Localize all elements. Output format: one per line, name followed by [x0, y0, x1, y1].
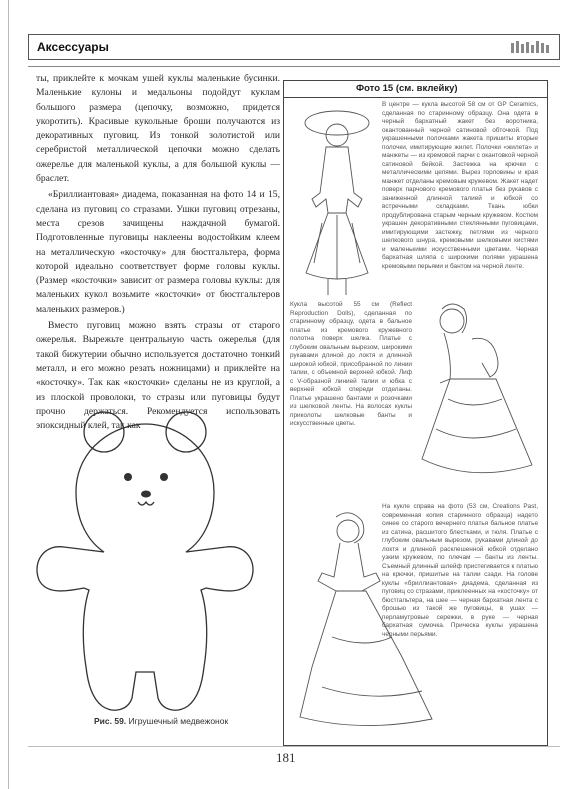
section-title: Аксессуары: [37, 40, 109, 54]
doll-illustration-jacket: [292, 103, 382, 299]
photo-description-left: Кукла высотой 55 см (Reflect Reproduction Dolls), сделанная по старинному образцу, одета в бальное платье из кремового кружевного полотна поверх шелка. Платье с глубоким овальным вырезом, широкими рукавами длиной до локтя и длинной широкой юбкой, присобранной по линии талии, с объемной верхней юбкой. Лиф с V-образной линией талии и юбка с верхней юбкой спереди отделаны. Платье украшено бантами и розочками из шелковой ленты. На волосах куклы приколоты шелковые банты и искусственные цветы.: [290, 301, 412, 427]
figure-caption-text: Игрушечный медвежонок: [128, 716, 229, 726]
main-text-column: [36, 72, 280, 435]
bottom-rule: [28, 746, 560, 747]
teddy-bear-pattern: [36, 402, 274, 722]
logo-ornament-icon: [509, 39, 553, 60]
page-number: 181: [276, 750, 296, 765]
photo-description-center: В центре — кукла высотой 58 см от GP Ceramics, сделанная по старинному образцу. Она одета в черный бархатный жакет без воротника, окантованный черной сатиновой обточкой. Под украшенными полочками жакета пришиты вторые полочки, имитирующие жилет. Полочки «жилета» и манжеты — из кремовой парчи с окантовкой черной сатиновой бейкой. Застежка на крючки с металлическими цепями. Вырез горловины и края манжет отделаны кремовым кружевом. Жакет надет поверх парчового кремового платья без рукавов с заниженной длинной талией и юбкой со встречными складками. Ткань юбки продублирована старым черным кружевом. Костюм украшен декоративными стеклянными пуговицами, имитирующими застежку, петлями из черного шелкового шнура, кремовыми шелковыми кистями и маленькими искусственными цветами. Черная бархатная шляпа с широкими полями украшена кремовыми перьями и бантом на черной ленте.: [382, 101, 538, 270]
paragraph: «Бриллиантовая» диадема, показанная на фото 14 и 15, сделана из пуговиц со стразами. Ушки пуговиц отрезаны, места срезов зачищены наждачной бумагой. Подготовленные пуговицы наклеены водостойким клеем на металлическую «косточку» для бюстгальтера, форма которой идеально соответствует форме головы куклы. (Размер «косточки» зависит от размера головы куклы: для маленьких кукол возьмите «косточки» от бюстгальтеров маленьких размеров.): [36, 189, 280, 315]
paragraph: Вместо пуговиц можно взять стразы от старого ожерелья. Вырежьте центральную часть ожерелья (для такой бижутерии обычно используется достаточно тонкий металл, и его можно резать ножницами) и приклейте на «косточку». Так как «косточки» сделаны не из круглой, а из плоской проволоки, то стразы или пуговицы будут прочно держаться. Рекомендуется использовать эпоксидный клей, так как: [36, 320, 280, 432]
photo-description-right: На кукле справа на фото (53 см, Creations Past, современная копия старинного образца) надето синее со старого вечернего платья бальное платье из сатина, расшитого блестками, и тюля. Платье с глубоким овальным вырезом, рукавами длиной до локтя и длинной расклешенной юбкой отделано узким кружевом, по плечам — банты из ленты. Съемный длинный шлейф пристегивается к платью на крючки, пришитые на талии сзади. На голове куклы «бриллиантовая» диадема, сделанная из пуговиц со стразами, приклеенных на «косточку» от бюстгальтера, на шее — черная бархатная лента с брошью из такой же пуговицы, в ушах — перламутровые сережки, в руке — черная бархатная сумочка. Прическа куклы украшена черными перьями.: [382, 503, 538, 638]
photo-box-header: [284, 81, 547, 98]
figure-label: Рис. 59.: [94, 716, 127, 726]
photo-description-box: [283, 80, 548, 746]
section-header: [28, 34, 560, 60]
doll-illustration-ballgown: [412, 299, 542, 485]
figure-caption: [94, 716, 228, 726]
top-rule: [28, 66, 560, 67]
bear-eye-icon: [124, 473, 132, 481]
page-edge: [8, 0, 9, 789]
photo-box-title: Фото 15 (см. вклейку): [356, 83, 458, 94]
paragraph: ты, приклейте к мочкам ушей куклы маленькие бусинки. Маленькие кулоны и медальоны подойдут куклам большого размера (цепочку, возможно, придется укоротить). Красивые кукольные броши получаются из декоративных пуговиц. Из тонкой золотистой или серебристой металлической цепочки можно сделать ожерелье для маленькой куклы, а для большой куклы — браслет.: [36, 73, 280, 185]
